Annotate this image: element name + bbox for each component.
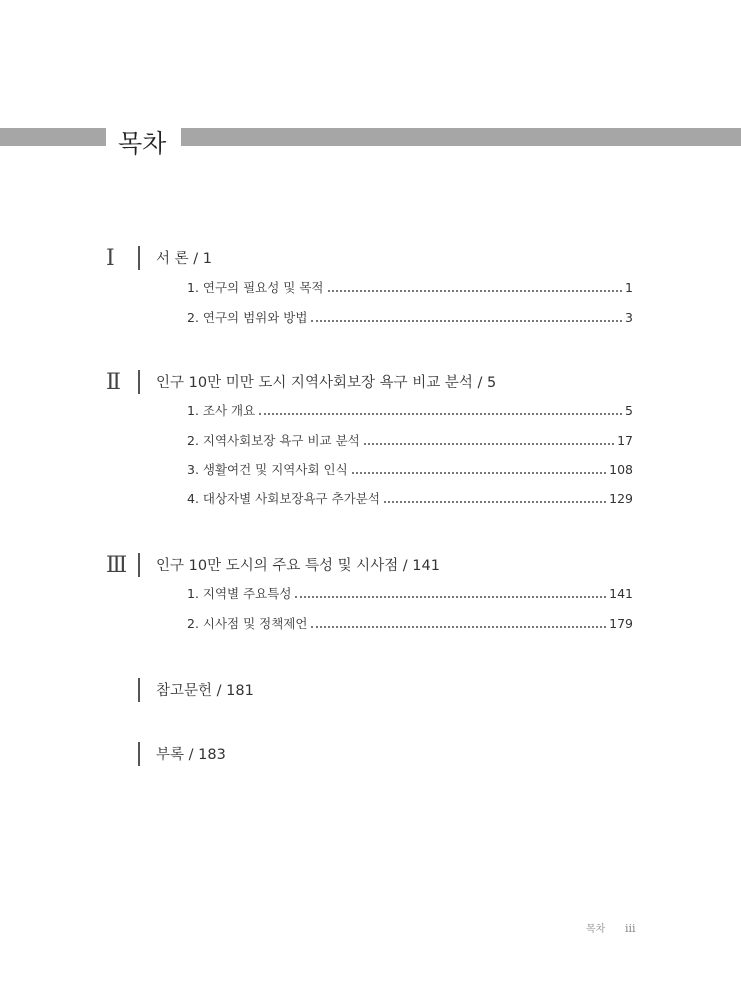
chapter-2-roman: Ⅱ: [106, 370, 122, 395]
chapter-2-title[interactable]: 인구 10만 미만 도시 지역사회보장 욕구 비교 분석 / 5: [156, 375, 497, 391]
references-title[interactable]: 참고문헌 / 181: [156, 683, 254, 699]
toc-entry[interactable]: [187, 431, 633, 451]
chapter-1-roman: Ⅰ: [106, 246, 116, 271]
appendix-title[interactable]: 부록 / 183: [156, 747, 226, 763]
appendix-rule: [138, 742, 140, 766]
title-bar-left: [0, 128, 106, 146]
toc-entry[interactable]: [187, 489, 633, 509]
dot-leader: [384, 501, 606, 503]
chapter-1: [0, 246, 741, 272]
toc-entry-page: 141: [609, 586, 633, 601]
toc-entry-label: 2. 연구의 범위와 방법: [187, 310, 308, 325]
chapter-3: [0, 553, 741, 579]
appendix: [0, 742, 741, 768]
toc-entry-page: 179: [609, 616, 633, 631]
toc-entry-page: 3: [625, 310, 633, 325]
toc-entry-label: 1. 조사 개요: [187, 403, 256, 418]
chapter-1-title[interactable]: 서 론 / 1: [156, 251, 212, 267]
chapter-3-roman: Ⅲ: [106, 553, 129, 578]
page-title: 목차: [118, 129, 167, 158]
dot-leader: [311, 320, 622, 322]
toc-entry-page: 108: [609, 462, 633, 477]
toc-entry-page: 129: [609, 491, 633, 506]
chapter-2-rule: [138, 370, 140, 394]
toc-entry[interactable]: [187, 278, 633, 298]
toc-entry-page: 1: [625, 280, 633, 295]
toc-entry-label: 2. 시사점 및 정책제언: [187, 616, 308, 631]
toc-entry-label: 1. 지역별 주요특성: [187, 586, 292, 601]
toc-entry[interactable]: [187, 401, 633, 421]
toc-entry[interactable]: [187, 614, 633, 634]
toc-entry-label: 2. 지역사회보장 욕구 비교 분석: [187, 433, 360, 448]
dot-leader: [295, 596, 606, 598]
chapter-3-title[interactable]: 인구 10만 도시의 주요 특성 및 시사점 / 141: [156, 558, 440, 574]
dot-leader: [311, 626, 606, 628]
title-bar-right: [181, 128, 741, 146]
dot-leader: [259, 413, 622, 415]
toc-entry-page: 17: [617, 433, 633, 448]
toc-entry[interactable]: [187, 308, 633, 328]
dot-leader: [364, 443, 614, 445]
footer-page-number: iii: [625, 922, 636, 935]
chapter-1-rule: [138, 246, 140, 270]
references: [0, 678, 741, 704]
toc-entry-page: 5: [625, 403, 633, 418]
references-rule: [138, 678, 140, 702]
dot-leader: [352, 472, 606, 474]
chapter-3-rule: [138, 553, 140, 577]
dot-leader: [328, 290, 623, 292]
chapter-2: [0, 370, 741, 396]
toc-entry[interactable]: [187, 460, 633, 480]
footer-label: 목차: [586, 924, 606, 935]
toc-entry-label: 3. 생활여건 및 지역사회 인식: [187, 462, 348, 477]
toc-entry-label: 1. 연구의 필요성 및 목적: [187, 280, 324, 295]
toc-entry-label: 4. 대상자별 사회보장욕구 추가분석: [187, 491, 380, 506]
toc-entry[interactable]: [187, 584, 633, 604]
